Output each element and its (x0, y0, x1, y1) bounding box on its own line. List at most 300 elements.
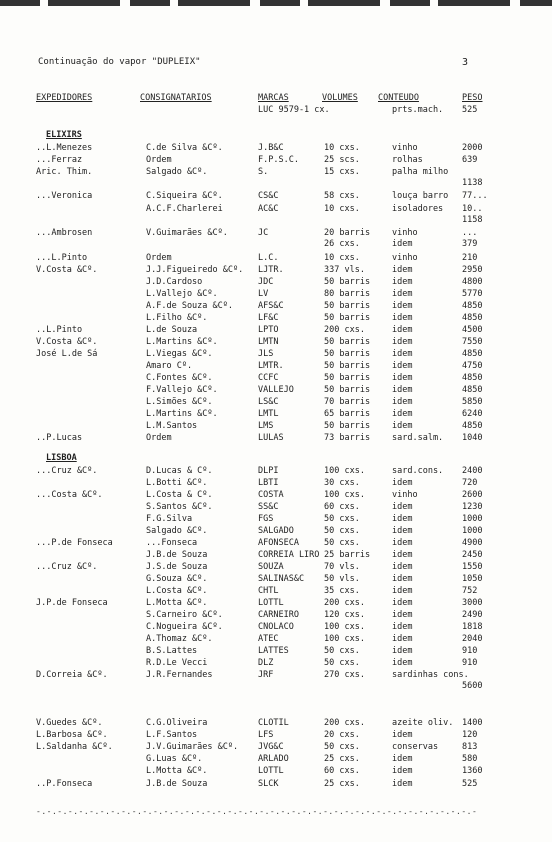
table-cell-5: idem (392, 239, 413, 249)
table-row (0, 718, 552, 730)
table-row (0, 538, 552, 550)
table-cell-6: 2950 (462, 265, 483, 275)
table-cell-6: 4850 (462, 385, 483, 395)
table-cell-6: 2490 (462, 610, 483, 620)
table-row (0, 779, 552, 791)
table-cell-6: 1000 (462, 526, 483, 536)
table-cell-4: 30 cxs. (324, 478, 360, 488)
table-cell-1: ...Costa &Cº. (36, 490, 103, 500)
table-cell-2: L.Costa &Cº. (146, 586, 208, 596)
table-row (0, 421, 552, 433)
table-cell-6: ... (462, 228, 478, 238)
table-cell-2: L.Botti &Cº. (146, 478, 208, 488)
table-cell-6: 525 (462, 779, 478, 789)
table-cell-3: LFS (258, 730, 274, 740)
table-cell-3: LBTI (258, 478, 279, 488)
table-cell-6: 1040 (462, 433, 483, 443)
table-cell-3: CLOTIL (258, 718, 289, 728)
table-cell-3: F.P.S.C. (258, 155, 299, 165)
table-cell-5: vinho (392, 143, 418, 153)
table-row (0, 313, 552, 325)
section-heading-1: ELIXIRS (46, 130, 82, 140)
table-cell-4: 60 cxs. (324, 766, 360, 776)
table-cell-4: 10 cxs. (324, 253, 360, 263)
table-cell-3: LULAS (258, 433, 284, 443)
table-cell-1: ..P.Lucas (36, 433, 83, 443)
table-cell-6: 910 (462, 658, 478, 668)
table-cell-1: V.Costa &Cº. (36, 337, 98, 347)
table-cell-2: B.S.Lattes (146, 646, 198, 656)
table-cell-6: 5600 (462, 681, 483, 691)
table-cell-5: louça barro (392, 191, 449, 201)
table-cell-4: 200 cxs. (324, 325, 365, 335)
table-cell-2: Salgado &Cº. (146, 526, 208, 536)
table-cell-1: V.Costa &Cº. (36, 265, 98, 275)
table-cell-2: A.C.F.Charlerei (146, 204, 223, 214)
table-cell-1: ...Ambrosen (36, 228, 93, 238)
table-row (0, 742, 552, 754)
table-cell-5: azeite oliv. (392, 718, 454, 728)
table-cell-3: L.C. (258, 253, 279, 263)
table-cell-1: ...Cruz &Cº. (36, 562, 98, 572)
table-cell-5: idem (392, 574, 413, 584)
table-row (0, 610, 552, 622)
table-row (0, 754, 552, 766)
table-row (0, 466, 552, 478)
table-cell-4: 65 barris (324, 409, 371, 419)
table-cell-3: LF&C (258, 313, 279, 323)
table-cell-2: J.R.Fernandes (146, 670, 213, 680)
table-row (0, 646, 552, 658)
table-cell-6: 3000 (462, 598, 483, 608)
table-cell-6: 7550 (462, 337, 483, 347)
sub-peso: 525 (462, 105, 478, 115)
table-cell-6: 6240 (462, 409, 483, 419)
table-cell-5: idem (392, 754, 413, 764)
table-cell-2: Ordem (146, 155, 172, 165)
table-cell-2: L.Simões &Cº. (146, 397, 213, 407)
table-cell-4: 50 barris (324, 349, 371, 359)
table-cell-5: conservas (392, 742, 439, 752)
table-cell-2: J.B.de Souza (146, 779, 208, 789)
table-cell-2: ...Fonseca (146, 538, 198, 548)
table-cell-5: idem (392, 598, 413, 608)
table-cell-4: 70 vls. (324, 562, 360, 572)
header-expedidores: EXPEDIDORES (36, 93, 93, 103)
table-cell-4: 270 cxs. (324, 670, 365, 680)
table-row (0, 349, 552, 361)
table-row (0, 143, 552, 155)
table-row (0, 478, 552, 490)
table-cell-5: idem (392, 313, 413, 323)
table-cell-3: LMTL (258, 409, 279, 419)
table-cell-6: 4850 (462, 349, 483, 359)
table-cell-2: G.Luas &Cº. (146, 754, 203, 764)
table-cell-4: 25 barris (324, 550, 371, 560)
table-cell-5: sard.cons. (392, 466, 444, 476)
table-cell-1: Aric. Thim. (36, 167, 93, 177)
table-cell-2: F.Vallejo &Cº. (146, 385, 218, 395)
table-cell-3: CORREIA LIRO (258, 550, 320, 560)
header-conteudo: CONTEUDO (378, 93, 419, 103)
table-cell-3: VALLEJO (258, 385, 294, 395)
table-row (0, 301, 552, 313)
table-cell-3: ATEC (258, 634, 279, 644)
table-cell-4: 50 barris (324, 313, 371, 323)
table-cell-2: J.S.de Souza (146, 562, 208, 572)
table-cell-3: LMTR. (258, 361, 284, 371)
table-cell-4: 73 barris (324, 433, 371, 443)
table-row (0, 598, 552, 610)
table-row (0, 239, 552, 251)
table-cell-5: idem (392, 325, 413, 335)
table-cell-3: LMTN (258, 337, 279, 347)
table-cell-4: 100 cxs. (324, 490, 365, 500)
table-row (0, 502, 552, 514)
table-cell-2: C.G.Oliveira (146, 718, 208, 728)
table-cell-6: 2600 (462, 490, 483, 500)
table-row (0, 215, 552, 227)
table-cell-5: vinho (392, 490, 418, 500)
table-row (0, 373, 552, 385)
table-row (0, 730, 552, 742)
table-row (0, 191, 552, 203)
table-cell-5: isoladores (392, 204, 444, 214)
table-cell-4: 100 cxs. (324, 622, 365, 632)
table-cell-2: D.Lucas & Cº. (146, 466, 213, 476)
table-row (0, 397, 552, 409)
table-cell-4: 337 vls. (324, 265, 365, 275)
table-row (0, 325, 552, 337)
table-row (0, 681, 552, 693)
table-cell-4: 100 cxs. (324, 466, 365, 476)
table-cell-6: 1400 (462, 718, 483, 728)
table-cell-3: JDC (258, 277, 274, 287)
table-cell-3: J.B&C (258, 143, 284, 153)
table-cell-4: 10 cxs. (324, 204, 360, 214)
table-cell-5: vinho (392, 253, 418, 263)
table-cell-4: 80 barris (324, 289, 371, 299)
table-cell-5: idem (392, 337, 413, 347)
table-cell-3: AC&C (258, 204, 279, 214)
section-heading-2: LISBOA (46, 453, 77, 463)
table-cell-2: L.Motta &Cº. (146, 598, 208, 608)
table-cell-4: 50 vls. (324, 574, 360, 584)
table-cell-3: LJTR. (258, 265, 284, 275)
table-cell-6: 1818 (462, 622, 483, 632)
table-cell-2: F.G.Silva (146, 514, 193, 524)
table-cell-5: idem (392, 385, 413, 395)
table-cell-4: 25 cxs. (324, 779, 360, 789)
table-cell-3: LOTTL (258, 766, 284, 776)
table-cell-5: idem (392, 658, 413, 668)
table-cell-4: 70 barris (324, 397, 371, 407)
table-cell-6: 1230 (462, 502, 483, 512)
table-cell-5: idem (392, 397, 413, 407)
table-row (0, 514, 552, 526)
table-cell-4: 50 cxs. (324, 538, 360, 548)
table-cell-1: J.P.de Fonseca (36, 598, 108, 608)
table-cell-6: 1550 (462, 562, 483, 572)
table-cell-2: A.Thomaz &Cº. (146, 634, 213, 644)
table-cell-4: 50 barris (324, 361, 371, 371)
table-cell-6: 1050 (462, 574, 483, 584)
table-cell-5: idem (392, 562, 413, 572)
table-cell-1: V.Guedes &Cº. (36, 718, 103, 728)
table-cell-5: idem (392, 373, 413, 383)
table-cell-3: SLCK (258, 779, 279, 789)
table-cell-4: 50 barris (324, 277, 371, 287)
table-cell-3: AFS&C (258, 301, 284, 311)
table-cell-3: CARNEIRO (258, 610, 299, 620)
table-row (0, 562, 552, 574)
table-cell-6: 1000 (462, 514, 483, 524)
table-row (0, 178, 552, 190)
table-cell-5: idem (392, 526, 413, 536)
table-cell-1: ..L.Pinto (36, 325, 83, 335)
table-cell-6: 77... (462, 191, 488, 201)
table-cell-4: 50 barris (324, 337, 371, 347)
table-cell-4: 26 cxs. (324, 239, 360, 249)
table-cell-3: SALGADO (258, 526, 294, 536)
table-cell-4: 50 barris (324, 421, 371, 431)
table-cell-6: 4850 (462, 301, 483, 311)
table-cell-6: 4800 (462, 277, 483, 287)
table-cell-2: S.Santos &Cº. (146, 502, 213, 512)
table-row (0, 634, 552, 646)
table-cell-2: Ordem (146, 433, 172, 443)
table-cell-2: L.M.Santos (146, 421, 198, 431)
table-cell-3: CCFC (258, 373, 279, 383)
table-cell-2: J.B.de Souza (146, 550, 208, 560)
table-cell-5: sardinhas cons. (392, 670, 469, 680)
table-cell-3: SS&C (258, 502, 279, 512)
table-cell-2: J.V.Guimarães &Cº. (146, 742, 239, 752)
table-cell-6: 4850 (462, 421, 483, 431)
table-cell-4: 60 cxs. (324, 502, 360, 512)
table-cell-3: LV (258, 289, 269, 299)
table-cell-5: idem (392, 550, 413, 560)
table-cell-5: idem (392, 478, 413, 488)
table-row (0, 409, 552, 421)
table-cell-2: Ordem (146, 253, 172, 263)
table-cell-2: L.Motta &Cº. (146, 766, 208, 776)
table-cell-6: 5770 (462, 289, 483, 299)
table-cell-3: CNOLACO (258, 622, 294, 632)
table-cell-3: DLPI (258, 466, 279, 476)
table-cell-5: palha milho (392, 167, 449, 177)
table-cell-6: 210 (462, 253, 478, 263)
table-cell-2: L.Martins &Cº. (146, 337, 218, 347)
table-cell-1: L.Saldanha &Cº. (36, 742, 113, 752)
table-row (0, 361, 552, 373)
table-cell-2: A.F.de Souza &Cº. (146, 301, 233, 311)
table-cell-3: JC (258, 228, 269, 238)
table-cell-6: 379 (462, 239, 478, 249)
table-cell-4: 20 barris (324, 228, 371, 238)
table-cell-6: 4850 (462, 373, 483, 383)
table-cell-4: 200 cxs. (324, 598, 365, 608)
table-cell-4: 35 cxs. (324, 586, 360, 596)
table-cell-1: ..L.Menezes (36, 143, 93, 153)
table-cell-3: COSTA (258, 490, 284, 500)
table-cell-3: JVG&C (258, 742, 284, 752)
table-cell-6: 720 (462, 478, 478, 488)
table-row (0, 433, 552, 445)
sub-conteudo: prts.mach. (392, 105, 444, 115)
table-cell-3: DLZ (258, 658, 274, 668)
table-row (0, 385, 552, 397)
table-cell-3: ARLADO (258, 754, 289, 764)
table-cell-3: JLS (258, 349, 274, 359)
table-cell-1: ...P.de Fonseca (36, 538, 113, 548)
table-cell-5: idem (392, 289, 413, 299)
table-cell-5: idem (392, 277, 413, 287)
table-cell-3: JRF (258, 670, 274, 680)
table-cell-3: AFONSECA (258, 538, 299, 548)
header-peso: PESO (462, 93, 483, 103)
table-cell-1: ...Ferraz (36, 155, 83, 165)
table-cell-1: José L.de Sá (36, 349, 98, 359)
table-cell-2: Amaro Cº. (146, 361, 193, 371)
table-cell-6: 4900 (462, 538, 483, 548)
table-cell-6: 1138 (462, 178, 483, 188)
table-cell-1: ...Veronica (36, 191, 93, 201)
table-cell-3: LATTES (258, 646, 289, 656)
table-cell-5: idem (392, 610, 413, 620)
table-row (0, 253, 552, 265)
table-cell-2: L.Costa & Cº. (146, 490, 213, 500)
table-cell-5: idem (392, 634, 413, 644)
table-cell-6: 580 (462, 754, 478, 764)
footer-rule: -.-.-.-.-.-.-.-.-.-.-.-.-.-.-.-.-.-.-.-.-.-.-.-.-.-.-.-.-.-.-.-.-.-.-.-.-.-.-.-.-.- (36, 807, 478, 816)
table-cell-3: LMS (258, 421, 274, 431)
table-cell-2: J.D.Cardoso (146, 277, 203, 287)
table-cell-5: sard.salm. (392, 433, 444, 443)
table-cell-1: ...Cruz &Cº. (36, 466, 98, 476)
table-cell-5: idem (392, 622, 413, 632)
table-row (0, 337, 552, 349)
table-cell-5: idem (392, 730, 413, 740)
table-cell-5: idem (392, 779, 413, 789)
table-cell-6: 813 (462, 742, 478, 752)
table-cell-4: 50 cxs. (324, 646, 360, 656)
table-cell-2: C.Siqueira &Cº. (146, 191, 223, 201)
table-cell-2: L.Martins &Cº. (146, 409, 218, 419)
table-cell-4: 25 scs. (324, 155, 360, 165)
scan-edge (0, 0, 552, 6)
table-cell-4: 10 cxs. (324, 143, 360, 153)
table-cell-5: idem (392, 514, 413, 524)
table-cell-6: 2400 (462, 466, 483, 476)
table-cell-5: idem (392, 409, 413, 419)
table-cell-3: LPTO (258, 325, 279, 335)
table-cell-6: 1360 (462, 766, 483, 776)
table-cell-4: 50 cxs. (324, 742, 360, 752)
table-cell-4: 100 cxs. (324, 634, 365, 644)
table-cell-6: 10.. (462, 204, 483, 214)
header-marcas: MARCAS (258, 93, 289, 103)
table-cell-3: S. (258, 167, 269, 177)
table-cell-5: idem (392, 502, 413, 512)
table-row (0, 658, 552, 670)
table-cell-6: 1158 (462, 215, 483, 225)
table-cell-2: L.Vallejo &Cº. (146, 289, 218, 299)
table-cell-3: FGS (258, 514, 274, 524)
table-cell-4: 200 cxs. (324, 718, 365, 728)
table-cell-1: ...L.Pinto (36, 253, 88, 263)
page-number: 3 (462, 57, 469, 68)
table-row (0, 155, 552, 167)
header-volumes: VOLUMES (322, 93, 358, 103)
table-cell-4: 50 barris (324, 385, 371, 395)
table-cell-2: L.F.Santos (146, 730, 198, 740)
table-cell-6: 120 (462, 730, 478, 740)
table-cell-2: L.de Souza (146, 325, 198, 335)
table-cell-1: D.Correia &Cº. (36, 670, 108, 680)
table-cell-4: 15 cxs. (324, 167, 360, 177)
table-row (0, 277, 552, 289)
table-cell-4: 50 barris (324, 373, 371, 383)
table-cell-2: C.de Silva &Cº. (146, 143, 223, 153)
table-cell-1: L.Barbosa &Cº. (36, 730, 108, 740)
table-cell-3: CHTL (258, 586, 279, 596)
table-cell-5: idem (392, 586, 413, 596)
table-cell-4: 50 cxs. (324, 514, 360, 524)
table-row (0, 550, 552, 562)
table-cell-3: LOTTL (258, 598, 284, 608)
page-title: Continuação do vapor "DUPLEIX" (38, 57, 201, 67)
table-cell-3: SOUZA (258, 562, 284, 572)
table-cell-4: 20 cxs. (324, 730, 360, 740)
table-cell-3: LS&C (258, 397, 279, 407)
table-cell-6: 4500 (462, 325, 483, 335)
table-cell-6: 4750 (462, 361, 483, 371)
table-cell-2: S.Carneiro &Cº. (146, 610, 223, 620)
table-cell-3: CS&C (258, 191, 279, 201)
table-cell-2: V.Guimarães &Cº. (146, 228, 228, 238)
table-cell-2: L.Viegas &Cº. (146, 349, 213, 359)
table-row (0, 265, 552, 277)
table-cell-4: 25 cxs. (324, 754, 360, 764)
table-cell-5: idem (392, 538, 413, 548)
table-cell-4: 58 cxs. (324, 191, 360, 201)
table-cell-6: 2450 (462, 550, 483, 560)
table-cell-5: idem (392, 646, 413, 656)
table-row (0, 622, 552, 634)
table-row (0, 766, 552, 778)
table-cell-1: ..P.Fonseca (36, 779, 93, 789)
table-row (0, 586, 552, 598)
table-row (0, 490, 552, 502)
table-cell-5: vinho (392, 228, 418, 238)
table-cell-5: idem (392, 349, 413, 359)
table-cell-4: 120 cxs. (324, 610, 365, 620)
table-cell-2: C.Fontes &Cº. (146, 373, 213, 383)
table-cell-5: idem (392, 766, 413, 776)
table-cell-5: rolhas (392, 155, 423, 165)
table-cell-6: 4850 (462, 313, 483, 323)
table-cell-4: 50 cxs. (324, 526, 360, 536)
table-cell-2: G.Souza &Cº. (146, 574, 208, 584)
table-row (0, 526, 552, 538)
table-cell-2: J.J.Figueiredo &Cº. (146, 265, 244, 275)
table-cell-4: 50 cxs. (324, 658, 360, 668)
table-cell-5: idem (392, 421, 413, 431)
table-cell-5: idem (392, 361, 413, 371)
table-cell-5: idem (392, 301, 413, 311)
table-cell-3: SALINAS&C (258, 574, 305, 584)
